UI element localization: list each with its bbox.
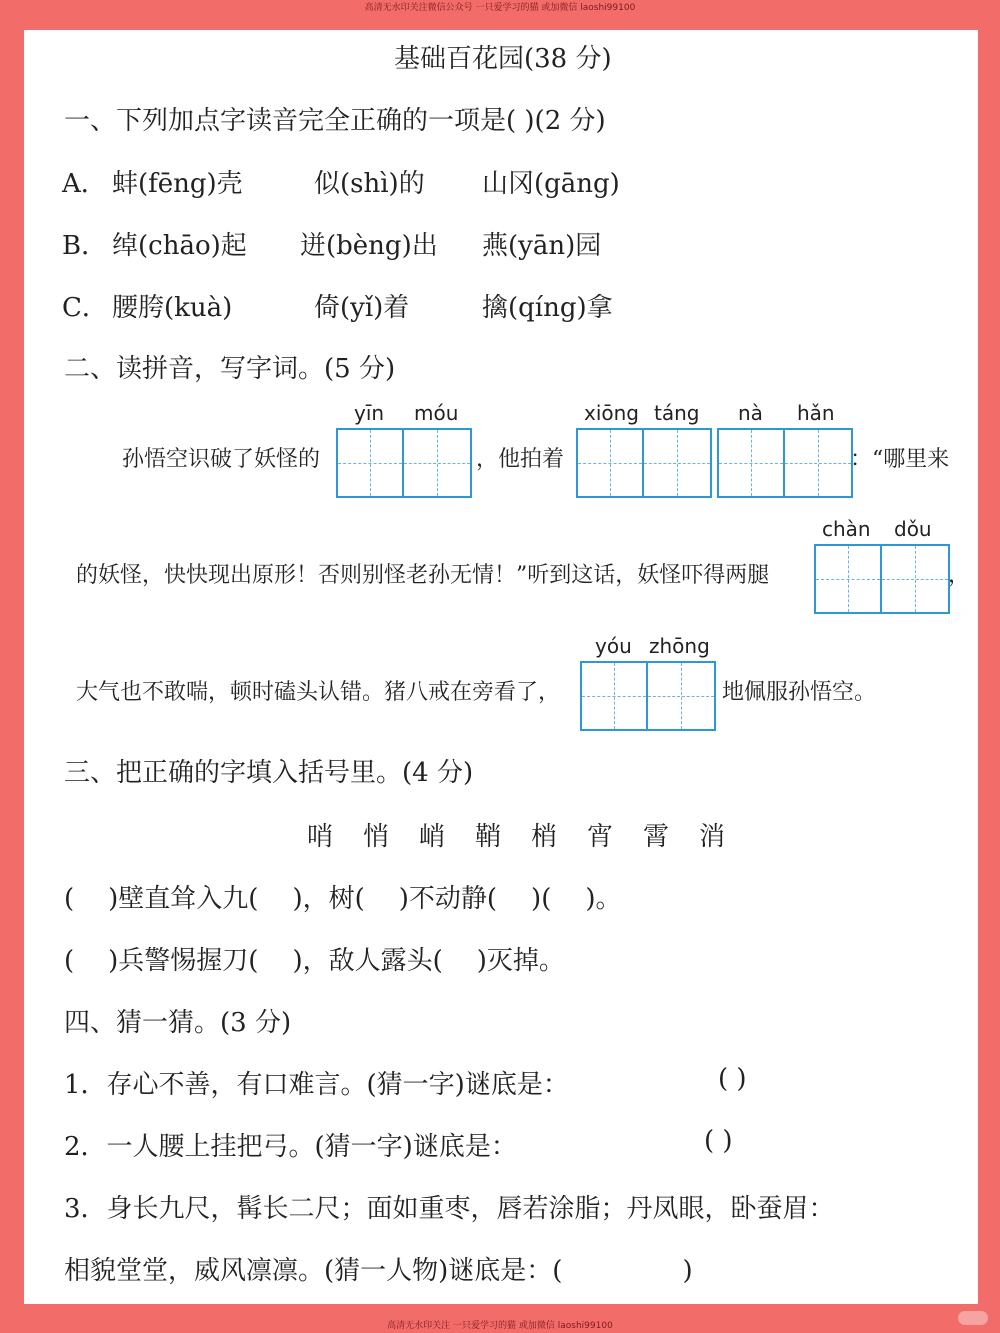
pinyin: hǎn — [797, 401, 835, 425]
pinyin: dǒu — [894, 517, 932, 541]
answer-grid-xiongtang[interactable] — [576, 428, 712, 498]
q4-stem: 四、猜一猜。(3 分) — [64, 1008, 292, 1038]
answer-grid-chandou[interactable] — [814, 544, 950, 614]
q2-line2-after: ， — [948, 563, 971, 588]
q1-option-b-item: 绰(chāo)起 — [112, 231, 247, 261]
q4-answer-paren-2[interactable]: ( ) — [704, 1126, 733, 1156]
char-option: 鞘 — [474, 822, 501, 852]
watermark-top: 高清无水印关注微信公众号 一只爱学习的猫 或加微信 laoshi99100 — [364, 3, 636, 13]
q2-stem: 二、读拼音，写字词。(5 分) — [64, 354, 396, 384]
q4-riddle-3-line2: 相貌堂堂，威风凛凛。(猜一人物)谜底是：( ) — [64, 1256, 693, 1286]
pinyin: móu — [414, 401, 459, 425]
pinyin: nà — [738, 401, 763, 425]
q3-char-bank — [292, 816, 740, 853]
pinyin: táng — [654, 401, 700, 425]
watermark-bottom: 高清无水印关注 一只爱学习的猫 或加微信 laoshi99100 — [387, 1321, 613, 1331]
page-title: 基础百花园(38 分) — [394, 44, 612, 74]
q2-line1-after: ：“哪里来 — [850, 447, 950, 472]
worksheet-page — [24, 30, 978, 1304]
q4-riddle-3-line1: 3．身长九尺，髯长二尺；面如重枣，唇若涂脂；丹凤眼，卧蚕眉： — [64, 1194, 835, 1224]
pinyin: zhōng — [649, 634, 710, 658]
q1-option-c-item: 倚(yǐ)着 — [314, 293, 410, 323]
pinyin: yóu — [595, 634, 632, 658]
q3-sentence-1: ( )壁直耸入九( )，树( )不动静( )( )。 — [64, 884, 622, 914]
q4-riddle-1: 1．存心不善，有口难言。(猜一字)谜底是： — [64, 1070, 569, 1100]
q1-stem: 一、下列加点字读音完全正确的一项是( )(2 分) — [64, 106, 606, 136]
q2-line2-before: 的妖怪，快快现出原形！否则别怪老孙无情！”听到这话，妖怪吓得两腿 — [76, 563, 770, 588]
q4-riddle-2: 2．一人腰上挂把弓。(猜一字)谜底是： — [64, 1132, 517, 1162]
char-option: 宵 — [586, 822, 613, 852]
q3-sentence-2: ( )兵警惕握刀( )，敌人露头( )灭掉。 — [64, 946, 565, 976]
char-option: 霄 — [642, 822, 669, 852]
q1-option-c-item: 擒(qíng)拿 — [482, 293, 613, 323]
q2-line3-before: 大气也不敢喘，顿时磕头认错。猪八戒在旁看了， — [76, 680, 561, 705]
q1-option-b-item: 燕(yān)园 — [482, 231, 602, 261]
q1-option-b-label: B． — [62, 231, 108, 261]
answer-grid-yinmou[interactable] — [336, 428, 472, 498]
pinyin: chàn — [822, 517, 871, 541]
pinyin: yīn — [354, 401, 385, 425]
q1-option-a-label: A． — [62, 169, 107, 199]
char-option: 悄 — [362, 822, 389, 852]
char-option: 消 — [698, 822, 725, 852]
q2-line1-mid: ，他拍着 — [476, 447, 565, 472]
corner-badge — [958, 1311, 988, 1325]
q1-option-c-item: 腰胯(kuà) — [112, 293, 233, 323]
q1-option-a-item: 蚌(fēng)壳 — [112, 169, 243, 199]
char-option: 哨 — [306, 822, 333, 852]
answer-grid-nahan[interactable] — [717, 428, 853, 498]
q1-option-b-item: 迸(bèng)出 — [300, 231, 438, 261]
q2-line1-before: 孙悟空识破了妖怪的 — [122, 447, 321, 472]
q1-option-a-item: 山冈(gāng) — [482, 169, 620, 199]
q4-answer-paren-1[interactable]: ( ) — [718, 1064, 747, 1094]
char-option: 峭 — [418, 822, 445, 852]
q2-line3-after: 地佩服孙悟空。 — [722, 680, 877, 705]
char-option: 梢 — [530, 822, 557, 852]
pinyin: xiōng — [584, 401, 639, 425]
q3-stem: 三、把正确的字填入括号里。(4 分) — [64, 758, 474, 788]
q4-answer-paren-3[interactable]: ) — [682, 1256, 693, 1286]
q1-option-a-item: 似(shì)的 — [314, 169, 425, 199]
answer-grid-youzhong[interactable] — [580, 661, 716, 731]
q1-option-c-label: C． — [62, 293, 108, 323]
